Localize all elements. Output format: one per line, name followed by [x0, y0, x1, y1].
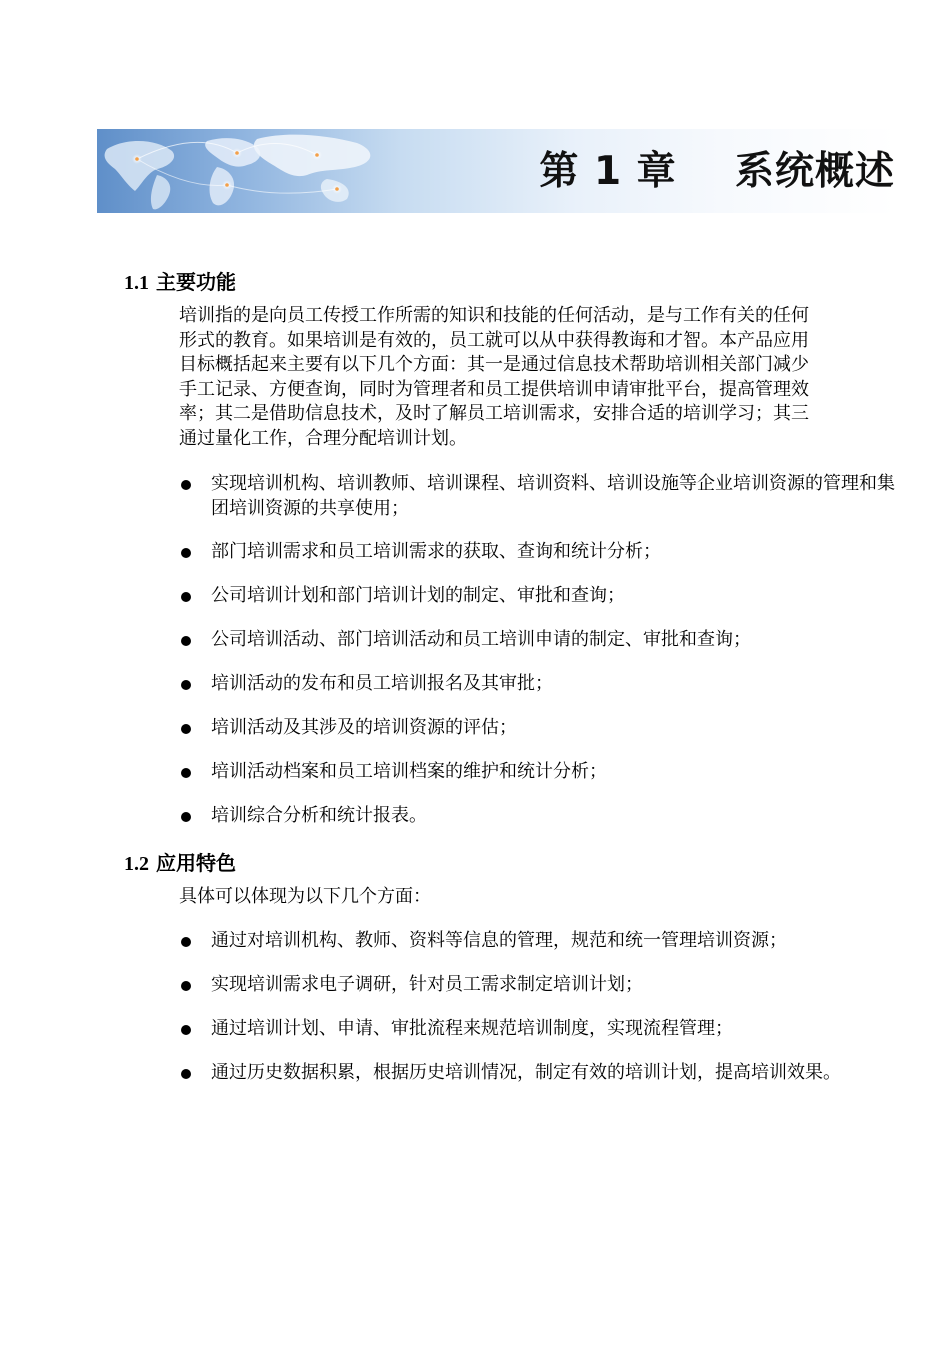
- bullet-icon: [181, 592, 191, 602]
- chapter-banner: [97, 129, 897, 213]
- section-number: 1.2: [124, 853, 149, 875]
- list-item-text: 公司培训计划和部门培训计划的制定、审批和查询；: [211, 585, 625, 606]
- list-item-text: 培训活动的发布和员工培训报名及其审批；: [211, 673, 553, 694]
- section-heading-main-functions: [124, 269, 236, 296]
- bullet-icon: [181, 1069, 191, 1079]
- paragraph-line: 形式的教育。如果培训是有效的，员工就可以从中获得教诲和才智。本产品应用: [179, 329, 809, 351]
- list-item-text: 实现培训机构、培训教师、培训课程、培训资料、培训设施等企业培训资源的管理和集团培训资源的共享使用；: [211, 473, 895, 519]
- paragraph-line: 培训指的是向员工传授工作所需的知识和技能的任何活动，是与工作有关的任何: [179, 305, 809, 326]
- bullet-icon: [181, 981, 191, 991]
- section-number: 1.1: [124, 272, 149, 294]
- section-intro: 具体可以体现为以下几个方面：: [179, 886, 431, 907]
- section-title: 主要功能: [155, 270, 236, 294]
- list-item-text: 培训活动及其涉及的培训资源的评估；: [211, 717, 517, 738]
- section-heading-features: [124, 850, 236, 877]
- paragraph-line: 率；其二是借助信息技术，及时了解员工培训需求，安排合适的培训学习；其三: [179, 403, 809, 424]
- world-map-graphic: [97, 129, 397, 213]
- bullet-icon: [181, 1025, 191, 1035]
- list-item-text: 公司培训活动、部门培训活动和员工培训申请的制定、审批和查询；: [211, 629, 751, 650]
- list-item-text: 通过对培训机构、教师、资料等信息的管理，规范和统一管理培训资源；: [211, 930, 787, 951]
- paragraph-line: 通过量化工作，合理分配培训计划。: [179, 427, 467, 449]
- bullet-icon: [181, 480, 191, 490]
- paragraph-line: 目标概括起来主要有以下几个方面：其一是通过信息技术帮助培训相关部门减少: [179, 354, 809, 375]
- chapter-title: 第 1 章 系统概述: [539, 149, 895, 194]
- paragraph-line: 手工记录、方便查询，同时为管理者和员工提供培训申请审批平台，提高管理效: [179, 378, 809, 400]
- bullet-icon: [181, 812, 191, 822]
- list-item-text: 培训综合分析和统计报表。: [211, 805, 427, 826]
- bullet-icon: [181, 768, 191, 778]
- bullet-icon: [181, 724, 191, 734]
- section-title: 应用特色: [155, 851, 236, 875]
- bullet-icon: [181, 937, 191, 947]
- section-paragraph: [179, 304, 895, 451]
- list-item-text: 实现培训需求电子调研，针对员工需求制定培训计划；: [211, 974, 643, 995]
- bullet-icon: [181, 636, 191, 646]
- list-item-text: 培训活动档案和员工培训档案的维护和统计分析；: [211, 761, 607, 782]
- bullet-icon: [181, 680, 191, 690]
- list-item-text: 通过培训计划、申请、审批流程来规范培训制度，实现流程管理；: [211, 1018, 733, 1039]
- list-item-text: 部门培训需求和员工培训需求的获取、查询和统计分析；: [211, 541, 661, 562]
- bullet-icon: [181, 548, 191, 558]
- list-item-text: 通过历史数据积累，根据历史培训情况，制定有效的培训计划，提高培训效果。: [211, 1062, 841, 1083]
